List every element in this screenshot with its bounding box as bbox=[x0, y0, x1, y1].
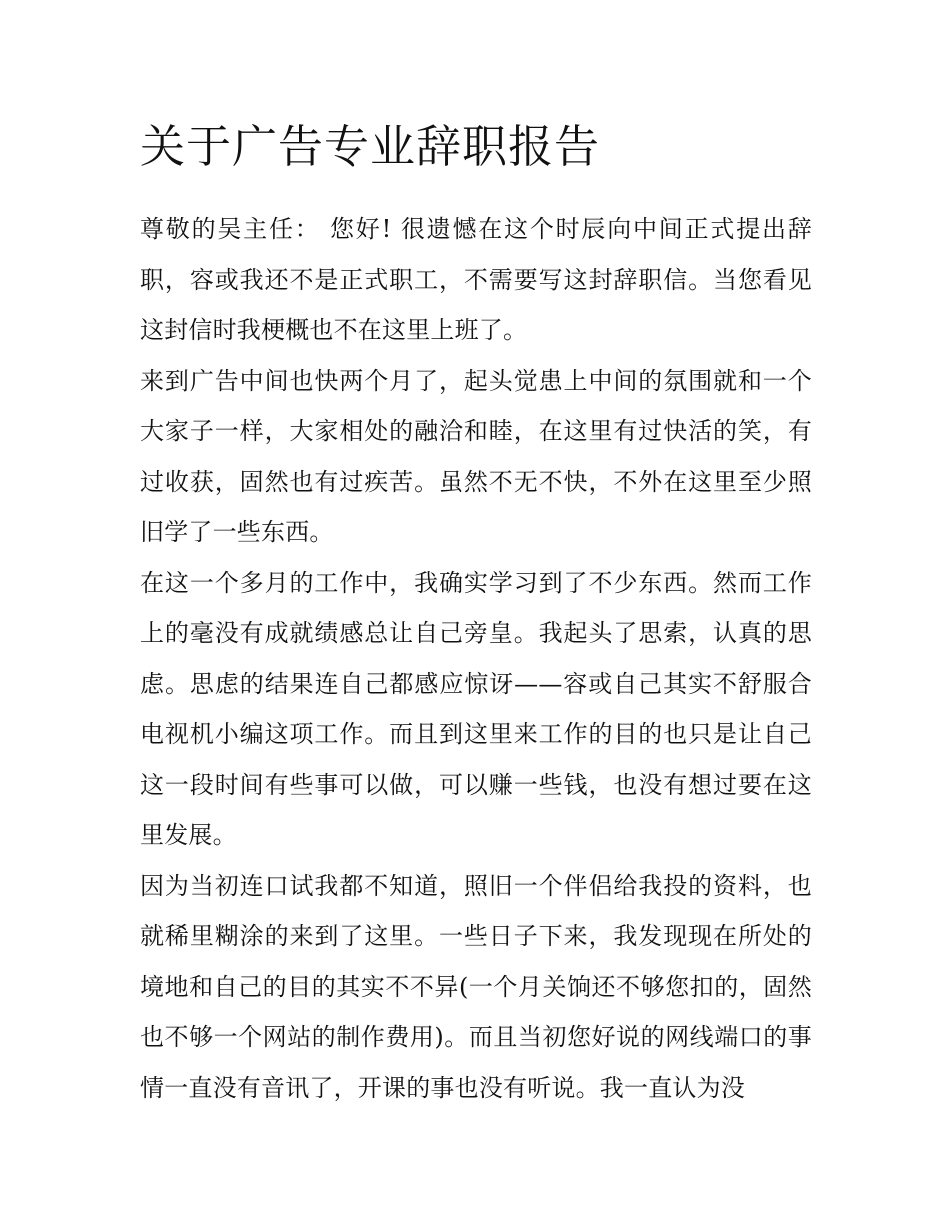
paragraph: 尊敬的吴主任： 您好! 很遗憾在这个时辰向中间正式提出辞职，容或我还不是正式职工，不需要写这封辞职信。当您看见这封信时我梗概也不在这里上班了。 bbox=[140, 215, 812, 344]
paragraph: 来到广告中间也快两个月了，起头觉患上中间的氛围就和一个大家子一样，大家相处的融洽和睦，在这里有过快活的笑，有过收获，固然也有过疾苦。虽然不无不快，不外在这里至少照旧学了一些东西。 bbox=[140, 366, 812, 546]
paragraph-list bbox=[140, 204, 812, 1113]
paragraph: 因为当初连口试我都不知道，照旧一个伴侣给我投的资料，也就稀里糊涂的来到了这里。一些日子下来，我发现现在所处的境地和自己的目的其实不不异(一个月关饷还不够您扣的，固然也不够一个网站的制作费用)。而且当初您好说的网线端口的事情一直没有音讯了，开课的事也没有听说。我一直认为没 bbox=[140, 871, 812, 1102]
document-body bbox=[140, 112, 812, 1113]
paragraph: 在这一个多月的工作中，我确实学习到了不少东西。然而工作上的毫没有成就绩感总让自己旁皇。我起头了思索，认真的思虑。思虑的结果连自己都感应惊讶——容或自己其实不舒服合电视机小编这项工作。而且到这里来工作的目的也只是让自己这一段时间有些事可以做，可以赚一些钱，也没有想过要在这里发展。 bbox=[140, 568, 812, 849]
document-title: 关于广告专业辞职报告 bbox=[140, 120, 601, 173]
